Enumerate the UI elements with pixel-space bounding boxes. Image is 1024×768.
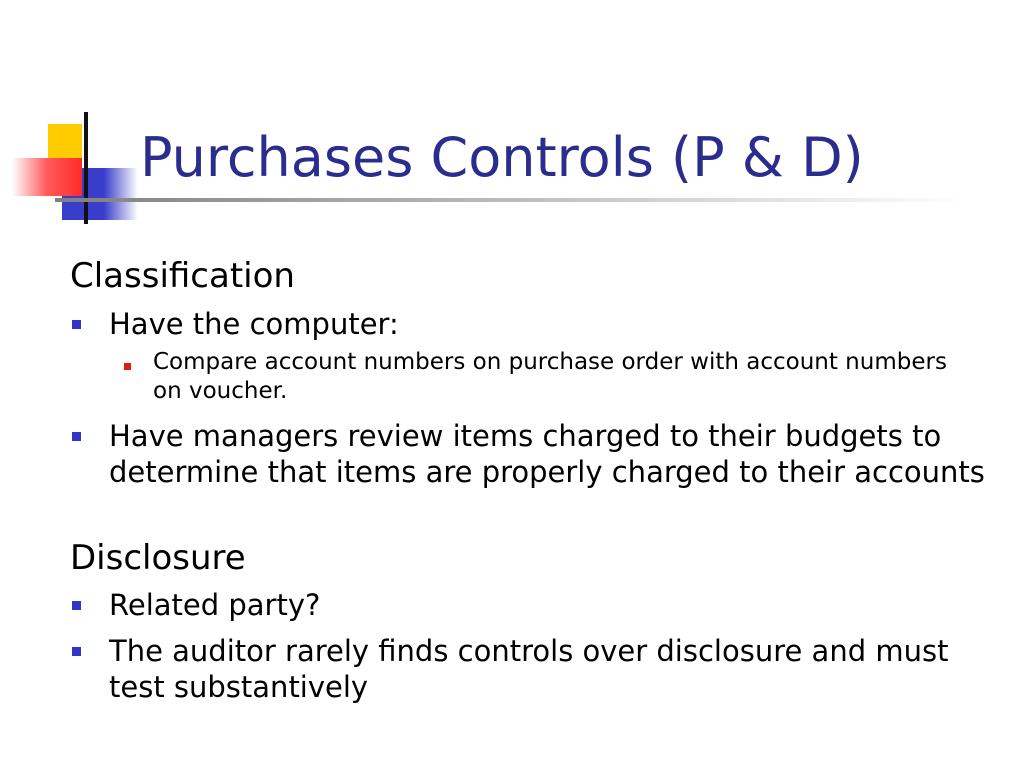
list-item: Have the computer:: [109, 307, 399, 341]
title-underline: [55, 198, 965, 202]
sub-bullet-square-icon: [124, 363, 131, 370]
slide-title: Purchases Controls (P & D): [140, 126, 864, 189]
logo-vertical-line: [84, 112, 88, 224]
list-item: The auditor rarely finds controls over disclosure and must test substantively: [109, 634, 949, 704]
bullet-square-icon: [72, 432, 81, 441]
list-item: Related party?: [109, 588, 321, 622]
section-heading-classification: Classification: [70, 256, 295, 296]
sub-list-item: Compare account numbers on purchase order with account numbers on voucher.: [153, 349, 947, 404]
logo-red-bar: [12, 158, 82, 196]
bullet-square-icon: [72, 601, 81, 610]
section-heading-disclosure: Disclosure: [70, 538, 246, 578]
list-item: Have managers review items charged to their budgets to determine that items are properly charged to their accounts: [109, 419, 985, 489]
bullet-square-icon: [72, 320, 81, 329]
decorative-logo-graphic: [0, 0, 150, 240]
bullet-square-icon: [72, 647, 81, 656]
